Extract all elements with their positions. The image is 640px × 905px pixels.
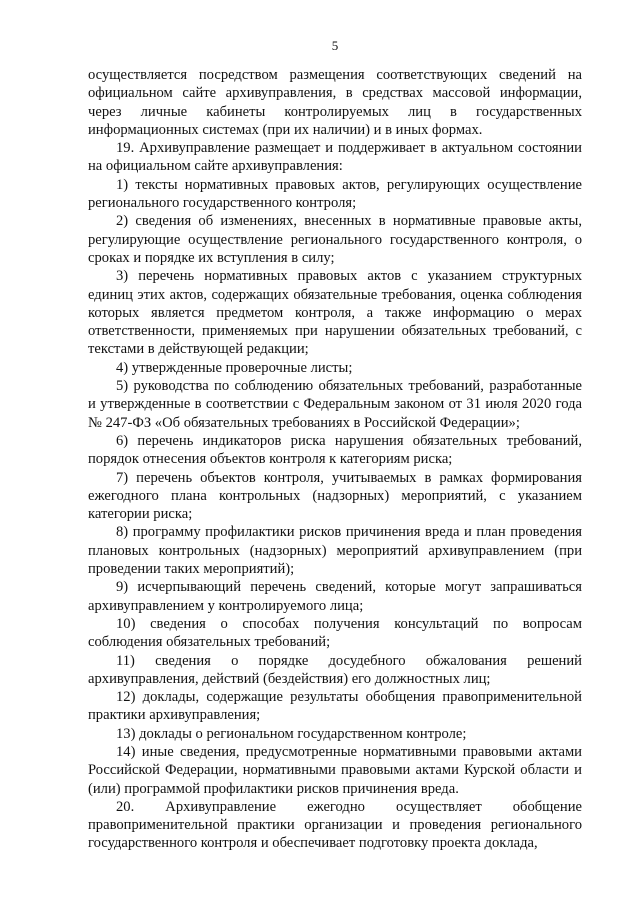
- paragraph: 2) сведения об изменениях, внесенных в нормативные правовые акты, регулирующие осуществление регионального государственного контроля, о сроках и порядке их вступления в силу;: [88, 213, 582, 266]
- paragraph: 8) программу профилактики рисков причинения вреда и план проведения плановых контрольных (надзорных) мероприятий архивуправлением (при проведении таких мероприятий);: [88, 524, 582, 578]
- paragraph: 19. Архивуправление размещает и поддерживает в актуальном состоянии на официальном сайте архивуправления:: [88, 140, 582, 175]
- paragraph: 14) иные сведения, предусмотренные нормативными правовыми актами Российской Федерации, нормативными правовыми актами Курской области и (или) программой профилактики рисков причинения вреда.: [88, 743, 582, 797]
- paragraph: 1) тексты нормативных правовых актов, регулирующих осуществление регионального государственного контроля;: [88, 176, 582, 212]
- paragraph: 12) доклады, содержащие результаты обобщения правоприменительной практики архивуправления;: [88, 689, 582, 724]
- paragraph: 20. Архивуправление ежегодно осуществляет обобщение правоприменительной практики организации и проведения регионального государственного контроля и обеспечивает подготовку проекта доклада,: [88, 798, 582, 852]
- paragraph: 6) перечень индикаторов риска нарушения обязательных требований, порядок отнесения объектов контроля к категориям риска;: [88, 432, 582, 468]
- paragraph: 11) сведения о порядке досудебного обжалования решений архивуправления, действий (бездействия) его должностных лиц;: [88, 652, 582, 687]
- document-body: [88, 66, 582, 853]
- paragraph: 7) перечень объектов контроля, учитываемых в рамках формирования ежегодного плана контрольных (надзорных) мероприятий, с указанием категории риска;: [88, 469, 582, 523]
- paragraph: 3) перечень нормативных правовых актов с указанием структурных единиц этих актов, содержащих обязательные требования, оценка соблюдения которых является предметом контроля, а также информацию о мерах ответственности, применяемых при нарушении обязательных требований, с текстами в действующей редакции;: [88, 268, 582, 358]
- paragraph: 4) утвержденные проверочные листы;: [116, 359, 353, 376]
- page-number: 5: [331, 38, 339, 53]
- paragraph: 9) исчерпывающий перечень сведений, которые могут запрашиваться архивуправлением у контролируемого лица;: [88, 579, 582, 614]
- paragraph: 13) доклады о региональном государственном контроле;: [116, 725, 467, 742]
- paragraph: 5) руководства по соблюдению обязательных требований, разработанные и утвержденные в соответствии с Федеральным законом от 31 июля 2020 года № 247-ФЗ «Об обязательных требованиях в Российской Федерации»;: [88, 378, 582, 431]
- paragraph: осуществляется посредством размещения соответствующих сведений на официальном сайте архивуправления, в средствах массовой информации, через личные кабинеты контролируемых лиц в государственных информационных системах (при их наличии) и в иных формах.: [88, 67, 582, 138]
- paragraph: 10) сведения о способах получения консультаций по вопросам соблюдения обязательных требований;: [88, 615, 582, 651]
